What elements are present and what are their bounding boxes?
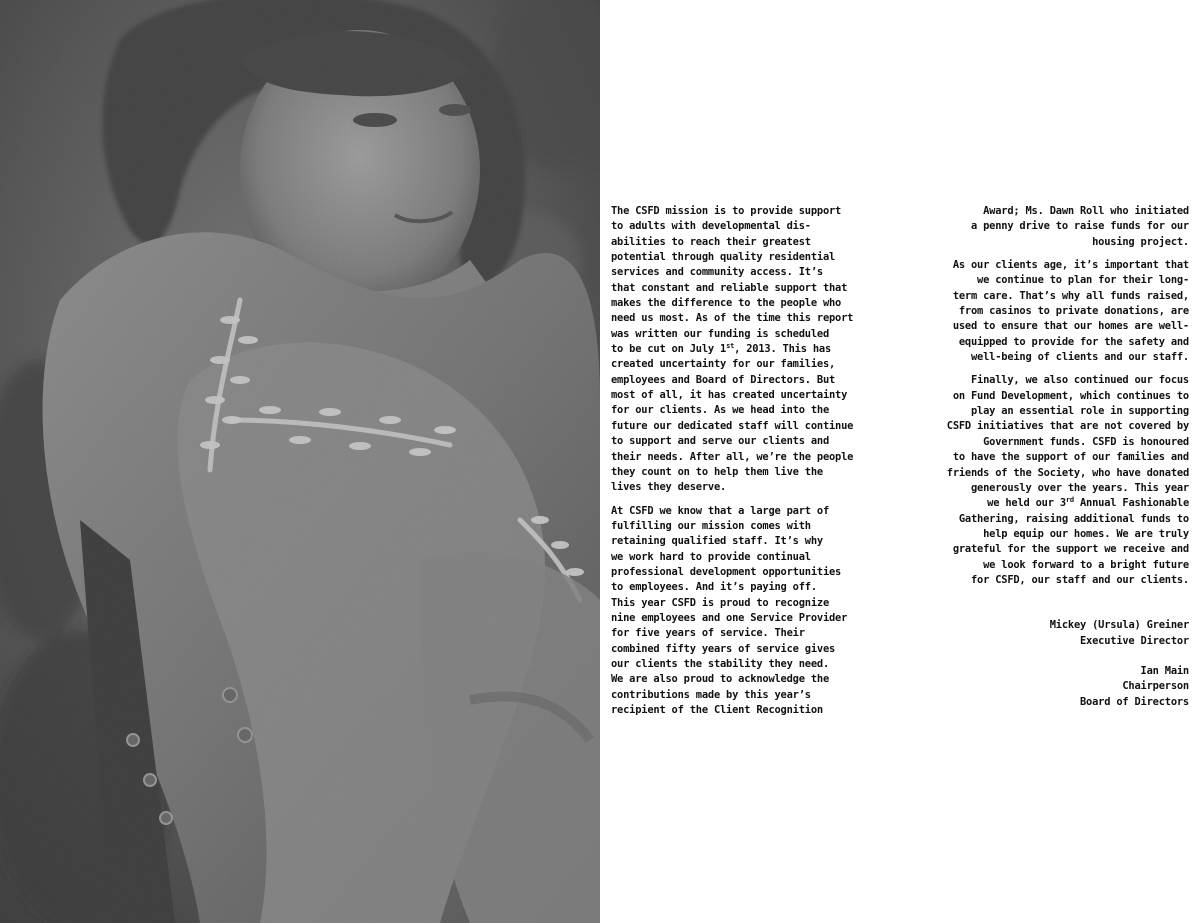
- intro-column-right: [925, 204, 1189, 725]
- signatures: [925, 618, 1189, 710]
- care-paragraph: As our clients age, it’s important that we continue to plan for their long- term care. That’s why all funds raised, from casinos to private donations, are used to ensure that our homes are well- equipped to provide for the safety and well-being of clients and our staff.: [952, 259, 1189, 364]
- staff-paragraph: At CSFD we know that a large part of fulfilling our mission comes with retaining qualified staff. It’s why we work hard to provide continual professional development opportunities to employees. And it’s paying off. This year CSFD is proud to recognize nine employees and one Service Provider for five years of service. Their combined fifty years of service gives our clients the stability they need. We are also proud to acknowledge the contributions made by this year’s recipient of the Client Recognition: [611, 504, 848, 716]
- signatory-org: Board of Directors: [1079, 695, 1189, 708]
- mission-paragraph: The CSFD mission is to provide support to adults with developmental dis- abilities to reach their greatest potential through quality residential services and community access. It’s that constant and reliable support that makes the difference to the people who need us most. As of the time this report was written our funding is scheduled to be cut on July 1st, 2013. This has created uncertainty for our families, employees and Board of Directors. But most of all, it has created uncertainty for our clients. As we head into the future our dedicated staff will continue to support and serve our clients and their needs. After all, we’re the people they count on to help them live the lives they deserve.: [611, 205, 854, 494]
- signature-executive-director: [925, 618, 1189, 649]
- signatory-name: Mickey (Ursula) Greiner: [1049, 619, 1189, 632]
- intro-column-left: [611, 204, 876, 726]
- signature-chairperson: [925, 664, 1189, 710]
- fund-development-paragraph: Finally, we also continued our focus on Fund Development, which continues to play an essential role in supporting CSFD initiatives that are not covered by Government funds. CSFD is honoured to have the support of our families and friends of the Society, who have donated generously over the years. This year we held our 3rd Annual Fashionable Gathering, raising additional funds to help equip our homes. We are truly grateful for the support we receive and we look forward to a bright future for CSFD, our staff and our clients.: [946, 374, 1189, 586]
- award-paragraph: Award; Ms. Dawn Roll who initiated a penny drive to raise funds for our housing project.: [970, 205, 1189, 248]
- signatory-title: Chairperson: [1122, 680, 1189, 693]
- signatory-name: Ian Main: [1140, 664, 1189, 677]
- signatory-title: Executive Director: [1079, 634, 1189, 647]
